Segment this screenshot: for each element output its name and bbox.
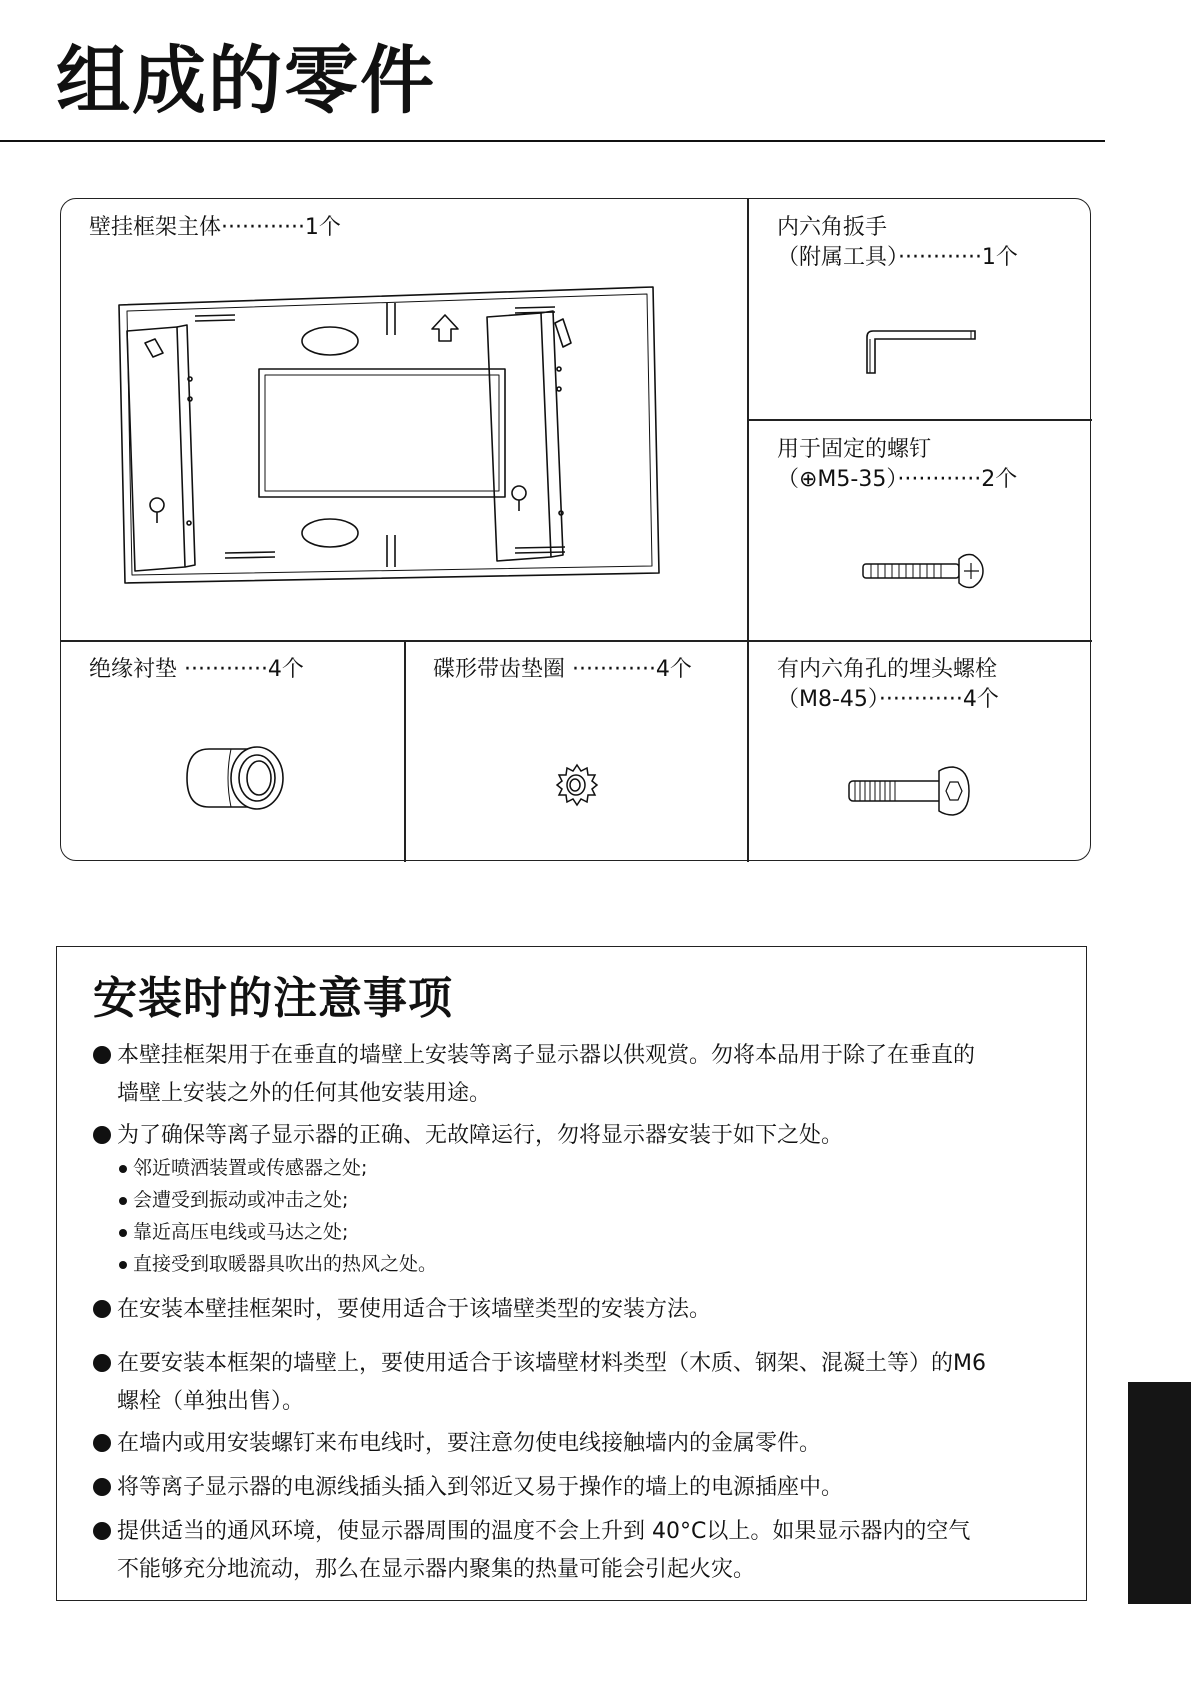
bullet-icon xyxy=(93,1126,111,1144)
notes-title: 安装时的注意事项 xyxy=(93,973,453,1024)
dot-icon xyxy=(119,1165,127,1173)
part-spacer-qty: ············4个 xyxy=(184,657,304,682)
bullet-icon xyxy=(93,1522,111,1540)
part-bolt-sub: （M8-45） xyxy=(777,687,879,712)
note-line: 提供适当的通风环境，使显示器周围的温度不会上升到 40°C以上。如果显示器内的空气 xyxy=(117,1519,971,1544)
part-screw-qty: ············2个 xyxy=(897,467,1018,492)
part-spacer-label xyxy=(89,655,304,685)
part-wrench-label xyxy=(777,213,1018,273)
part-bolt-qty: ············4个 xyxy=(878,687,999,712)
part-wrench-sub: （附属工具） xyxy=(777,245,899,270)
bullet-icon xyxy=(93,1478,111,1496)
dot-icon xyxy=(119,1197,127,1205)
wall-mount-frame-icon xyxy=(115,283,661,603)
part-wrench-name: 内六角扳手 xyxy=(777,215,888,240)
note-line: 在安装本壁挂框架时，要使用适合于该墙壁类型的安装方法。 xyxy=(117,1297,712,1322)
bullet-icon xyxy=(93,1354,111,1372)
part-washer-label xyxy=(433,655,692,685)
part-wrench-qty: ············1个 xyxy=(898,245,1018,270)
note-line: 不能够充分地流动，那么在显示器内聚集的热量可能会引起火灾。 xyxy=(117,1557,756,1582)
dot-icon xyxy=(119,1261,127,1269)
note-line: 螺栓（单独出售）。 xyxy=(117,1389,305,1414)
bullet-icon xyxy=(93,1046,111,1064)
note-line: 本壁挂框架用于在垂直的墙壁上安装等离子显示器以供观赏。勿将本品用于除了在垂直的 xyxy=(117,1043,976,1068)
divider-v-right xyxy=(747,199,749,862)
part-screw-label xyxy=(777,435,1017,495)
note-line: 墙壁上安装之外的任何其他安装用途。 xyxy=(117,1081,492,1106)
note-line: 在墙内或用安装螺钉来布电线时，要注意勿使电线接触墙内的金属零件。 xyxy=(117,1431,822,1456)
installation-notes: 安装时的注意事项 本壁挂框架用于在垂直的墙壁上安装等离子显示器以供观赏。勿将本品用于除了在垂直的 墙壁上安装之外的任何其他安装用途。 为了确保等离子显示器的正确、无故障运行，勿将显示器安装于如下之处。 邻近喷洒装置或传感器之处; 会遭受到振动或冲击之处; 靠近高压电线或马达之处; 直接受到取暖器具吹出的热风之处。 在安装本壁挂框架时，要使用适合于该墙壁类型的安装方法。 在要安装本框架的墙壁上，要使用适合于该墙壁材料类型（木质、钢架、混凝土等）的M6 螺栓（单独出售）。 在墙内或用安装螺钉来布电线时，要注意勿使电线接触墙内的金属零件。 将等离子显示器的电源线插头插入到邻近又易于操作的墙上的电源插座中。 提供适当的通风环境，使显示器周围的温度不会上升到 40°C以上。如果显示器内的空气 不能够充分地流动，那么在显示器内聚集的热量可能会引起火灾。 xyxy=(56,946,1087,1601)
part-screw-sub: （⊕M5-35） xyxy=(777,467,898,492)
title-rule xyxy=(0,140,1105,142)
part-screw-name: 用于固定的螺钉 xyxy=(777,437,932,462)
hex-wrench-icon xyxy=(861,329,981,377)
part-frame-label xyxy=(89,213,341,243)
bullet-icon xyxy=(93,1300,111,1318)
part-frame-name: 壁挂框架主体 xyxy=(89,215,222,240)
part-bolt-label xyxy=(777,655,999,715)
page-title: 组成的零件 xyxy=(56,38,436,124)
note-line: 将等离子显示器的电源线插头插入到邻近又易于操作的墙上的电源插座中。 xyxy=(117,1475,844,1500)
toothed-washer-icon xyxy=(555,763,599,807)
note-line: 为了确保等离子显示器的正确、无故障运行，勿将显示器安装于如下之处。 xyxy=(117,1123,844,1148)
insulating-spacer-icon xyxy=(181,743,289,813)
section-side-tab xyxy=(1128,1382,1191,1604)
note-line: 在要安装本框架的墙壁上，要使用适合于该墙壁材料类型（木质、钢架、混凝土等）的M6 xyxy=(117,1351,986,1376)
part-spacer-name: 绝缘衬垫 xyxy=(89,657,178,682)
divider-v-left xyxy=(404,640,406,862)
screw-icon xyxy=(861,551,987,591)
divider-h-right xyxy=(747,419,1092,421)
hex-socket-bolt-icon xyxy=(847,765,973,817)
parts-table xyxy=(60,198,1091,861)
part-washer-qty: ············4个 xyxy=(572,657,692,682)
part-frame-qty: ············1个 xyxy=(221,215,341,240)
part-washer-name: 碟形带齿垫圈 xyxy=(433,657,566,682)
divider-h-main xyxy=(61,640,1092,642)
bullet-icon xyxy=(93,1434,111,1452)
dot-icon xyxy=(119,1229,127,1237)
part-bolt-name: 有内六角孔的埋头螺栓 xyxy=(777,657,998,682)
